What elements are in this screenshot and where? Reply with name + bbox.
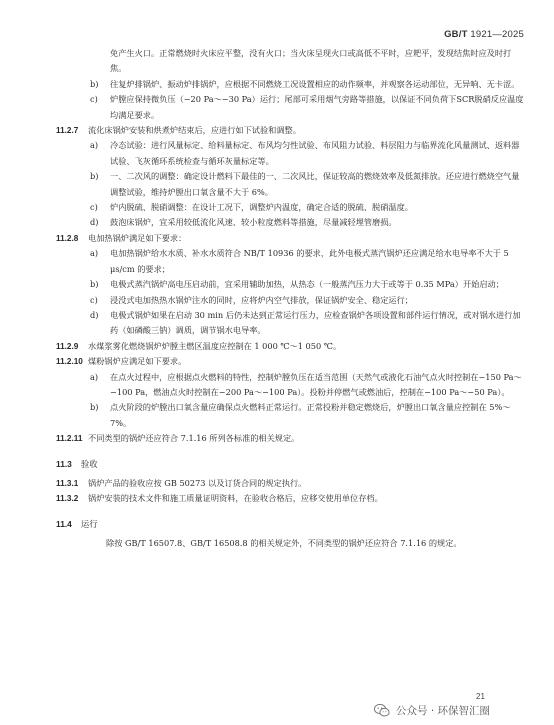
clause-number: 11.2.9 [56,341,79,351]
standard-number: 1921—2025 [470,29,524,40]
clause-11-2-9 [56,339,526,354]
section-title: 验收 [80,458,98,469]
standard-prefix: GB/T [444,29,468,40]
list-item-text: 电极式蒸汽锅炉高电压启动前，宜采用辅助加热，从热态（一般蒸汽压力大于或等于 0.35 MPa）开始启动； [110,279,504,290]
list-item [56,215,526,230]
clause-text: 水煤浆雾化燃烧锅炉炉膛主燃区温度应控制在 1 000 ℃～1 050 ℃。 [88,340,342,351]
list-item [56,370,526,401]
watermark-text: 公众号 · 环保智汇圈 [396,705,491,717]
wechat-icon [374,704,390,717]
clause-number: 11.2.10 [56,357,83,367]
list-item [56,277,526,292]
clause-number: 11.2.8 [56,233,79,243]
list-item-text: 一、二次风的调整：确定设计燃料下最佳的一、二次风比，保证较高的燃烧效率及低氮排放。还应进行燃烧空气量调整试验，维持炉膛出口氧含量不大于 6%。 [110,171,520,197]
clause-11-2-8 [56,231,526,246]
clause-text: 锅炉安装的技术文件和施工质量证明资料，在验收合格后，应移交使用单位存档。 [88,493,383,504]
list-item [56,293,526,308]
section-number: 11.3 [56,458,72,469]
list-item-text: 在点火过程中，应根据点火燃料的特性，控制炉膛负压在适当范围（天然气或液化石油气点火时控制在−150 Pa～−100 Pa，燃油点火时控制在−200 Pa～−100 Pa）。投粉并停燃气或燃油后，控制在−100 Pa～−50 Pa）。 [110,371,522,397]
list-marker: b) [90,402,99,413]
list-item-text: 电加热锅炉给水水质、补水水质符合 NB/T 10936 的要求，此外电极式蒸汽锅炉还应满足给水电导率不大于 5 μs/cm 的要求； [110,248,509,274]
list-marker: a) [90,371,99,382]
section-heading-11-3 [56,457,526,472]
section-title: 运行 [80,518,98,529]
list-item [56,400,526,431]
page-number: 21 [476,692,485,701]
clause-number: 11.3.2 [56,494,79,504]
list-item [56,92,526,123]
clause-11-2-7 [56,123,526,138]
list-marker: a) [90,248,99,259]
list-item-text: 浸没式电加热热水锅炉注水的同时，应将炉内空气排放，保证锅炉安全、稳定运行； [110,294,413,305]
paragraph-continuation: 免产生火口。正常燃烧时火床应平整，没有火口；当火床呈现火口或高低不平时，应耙平，发现结焦时应及时打焦。 [110,48,512,74]
list-item [56,246,526,277]
paragraph: 除按 GB/T 16507.8、GB/T 16508.8 的相关规定外，不同类型的锅炉还应符合 7.1.16 的规定。 [106,538,462,549]
clause-number: 11.2.11 [56,434,83,444]
clause-text: 锅炉产品的验收应按 GB 50273 以及订货合同的规定执行。 [88,477,307,488]
watermark [374,703,490,718]
list-item-text: 炉内脱硫、脱硝调整：在设计工况下，调整炉内温度，确定合适的脱硫、脱硝温度。 [110,202,413,213]
clause-number: 11.3.1 [56,478,79,488]
document-body [56,46,526,552]
list-marker: d) [90,309,99,320]
section-heading-11-4 [56,517,526,532]
list-item [56,77,526,92]
list-marker: a) [90,140,99,151]
list-item-text: 冷态试验：进行风量标定、给料量标定、布风均匀性试验、布风阻力试验、料层阻力与临界流化风量测试、返料器试验、飞灰循环系统检查与循环灰量标定等。 [110,140,520,166]
list-item-text: 电极式锅炉如果在启动 30 min 后仍未达到正常运行压力，应检查锅炉各项设置和部件运行情况，或对锅水进行加药（如磷酸三钠）调质，调节锅水电导率。 [110,309,521,336]
list-marker: c) [90,294,98,305]
list-marker: b) [90,171,99,182]
list-marker: b) [90,279,99,290]
clause-11-3-1 [56,476,526,491]
clause-number: 11.2.7 [56,126,79,136]
list-item-text: 鼓泡床锅炉，宜采用较低流化风速、较小粒度燃料等措施，尽量减轻埋管磨损。 [110,217,397,228]
list-item [56,138,526,169]
list-marker: b) [90,78,99,89]
clause-11-2-10 [56,354,526,369]
list-item-text: 炉膛应保持微负压（−20 Pa～−30 Pa）运行；尾部可采用烟气旁路等措施，以保证不同负荷下SCR脱硝反应温度均满足要求。 [110,94,524,120]
clause-11-2-11 [56,431,526,446]
list-marker: d) [90,217,99,228]
clause-text: 流化床锅炉安装和烘煮炉结束后，应进行如下试验和调整。 [88,125,301,136]
list-item-text: 往复炉排锅炉、振动炉排锅炉，应根据不同燃烧工况设置相应的动作频率，并观察各运动部位，无异响、无卡涩。 [110,78,520,89]
clause-11-3-2 [56,491,526,506]
standard-header [444,29,524,40]
clause-text: 煤粉锅炉应满足如下要求。 [88,356,187,367]
clause-text: 不同类型的锅炉还应符合 7.1.16 所列各标准的相关规定。 [88,433,300,444]
list-item [56,169,526,200]
list-item-text: 点火阶段的炉膛出口氧含量应确保点火燃料正常运行。正常投粉并稳定燃烧后，炉膛出口氧含量应控制在 5%～7%。 [110,402,511,428]
list-marker: c) [90,94,98,105]
list-item [56,200,526,215]
section-number: 11.4 [56,518,72,529]
clause-text: 电加热锅炉满足如下要求： [88,232,187,243]
list-item [56,308,526,339]
list-marker: c) [90,202,98,213]
